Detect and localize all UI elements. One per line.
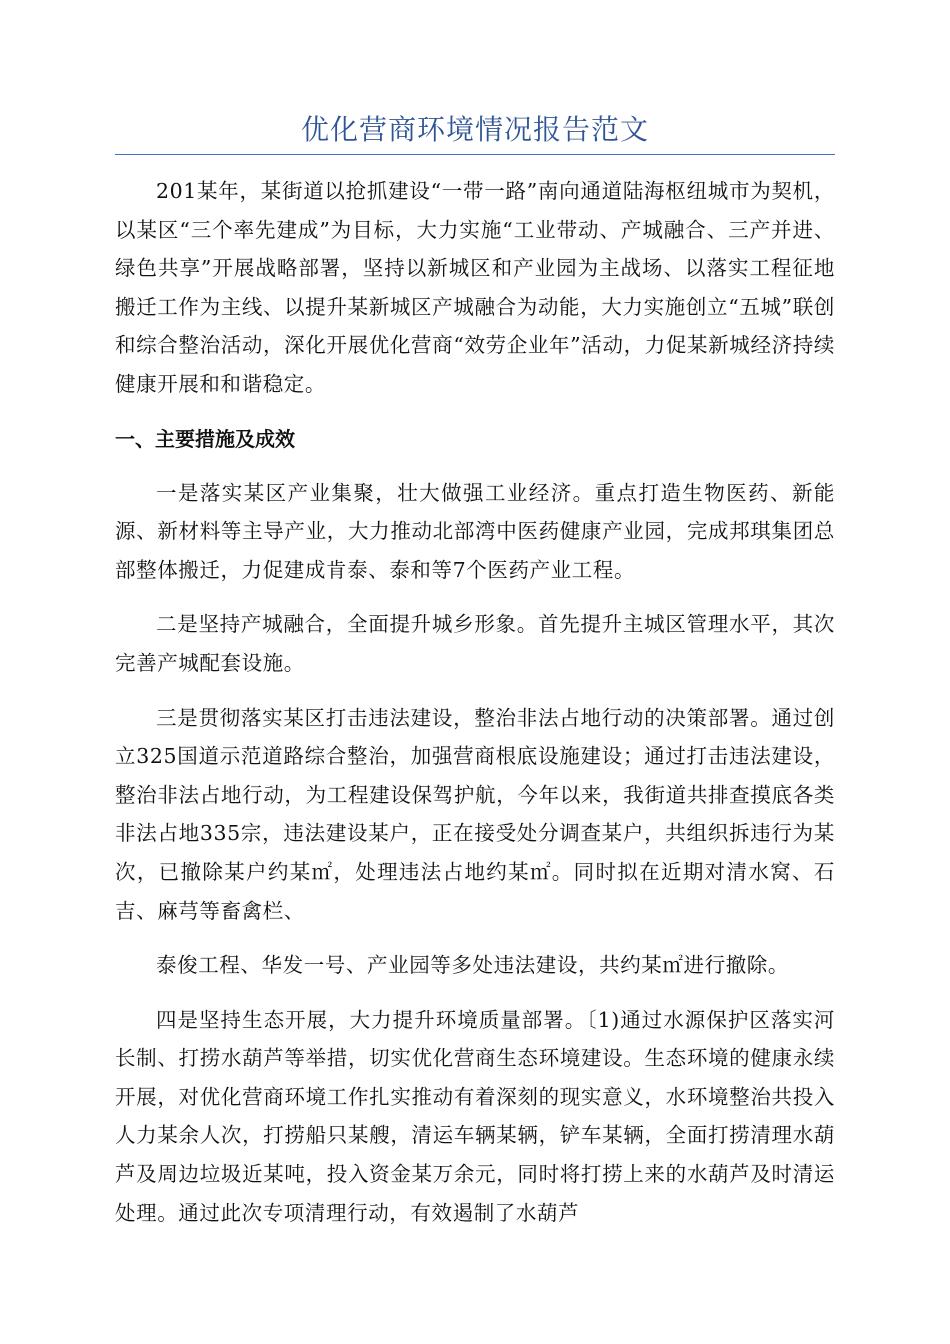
- measure-paragraph-1: 一是落实某区产业集聚，壮大做强工业经济。重点打造生物医药、新能源、新材料等主导产业，大力推动北部湾中医药健康产业园，完成邦琪集团总部整体搬迁，力促建成肯泰、泰和等7个医药产业工程。: [115, 480, 835, 582]
- measure-paragraph-3: 三是贯彻落实某区打击违法建设，整治非法占地行动的决策部署。通过创立325国道示范道路综合整治，加强营商根底设施建设；通过打击违法建设，整治非法占地行动，为工程建设保驾护航，今年以来，我街道共排查摸底各类非法占地335宗，违法建设某户，正在接受处分调查某户，共组织拆违行为某次，已撤除某户约某㎡，处理违法占地约某㎡。同时拟在近期对清水窝、石吉、麻芎等畜禽栏、: [115, 705, 835, 923]
- measure-paragraph-2: 二是坚持产城融合，全面提升城乡形象。首先提升主城区管理水平，其次完善产城配套设施。: [115, 612, 835, 675]
- title-underline: [115, 154, 835, 155]
- measure-paragraph-4: 四是坚持生态开展，大力提升环境质量部署。〔1)通过水源保护区落实河长制、打捞水葫芦等举措，切实优化营商生态环境建设。生态环境的健康永续开展，对优化营商环境工作扎实推动有着深刻的现实意义，水环境整治共投入人力某余人次，打捞船只某艘，清运车辆某辆，铲车某辆，全面打捞清理水葫芦及周边垃圾近某吨，投入资金某万余元，同时将打捞上来的水葫芦及时清运处理。通过此次专项清理行动，有效遏制了水葫芦: [115, 1007, 835, 1225]
- document-title: 优化营商环境情况报告范文: [300, 113, 649, 146]
- intro-paragraph: 201某年，某街道以抢抓建设“一带一路”南向通道陆海枢纽城市为契机，以某区“三个率先建成”为目标，大力实施“工业带动、产城融合、三产并进、绿色共享”开展战略部署，坚持以新城区和产业园为主战场、以落实工程征地搬迁工作为主线、以提升某新城区产城融合为动能，大力实施创立“五城”联创和综合整治活动，深化开展优化营商“效劳企业年”活动，力促某新城经济持续健康开展和和谐稳定。: [115, 179, 835, 396]
- section-heading: 一、主要措施及成效: [115, 426, 295, 451]
- measure-paragraph-3-continued: 泰俊工程、华发一号、产业园等多处违法建设，共约某㎡进行撤除。: [156, 953, 789, 978]
- document-body: [115, 172, 835, 1248]
